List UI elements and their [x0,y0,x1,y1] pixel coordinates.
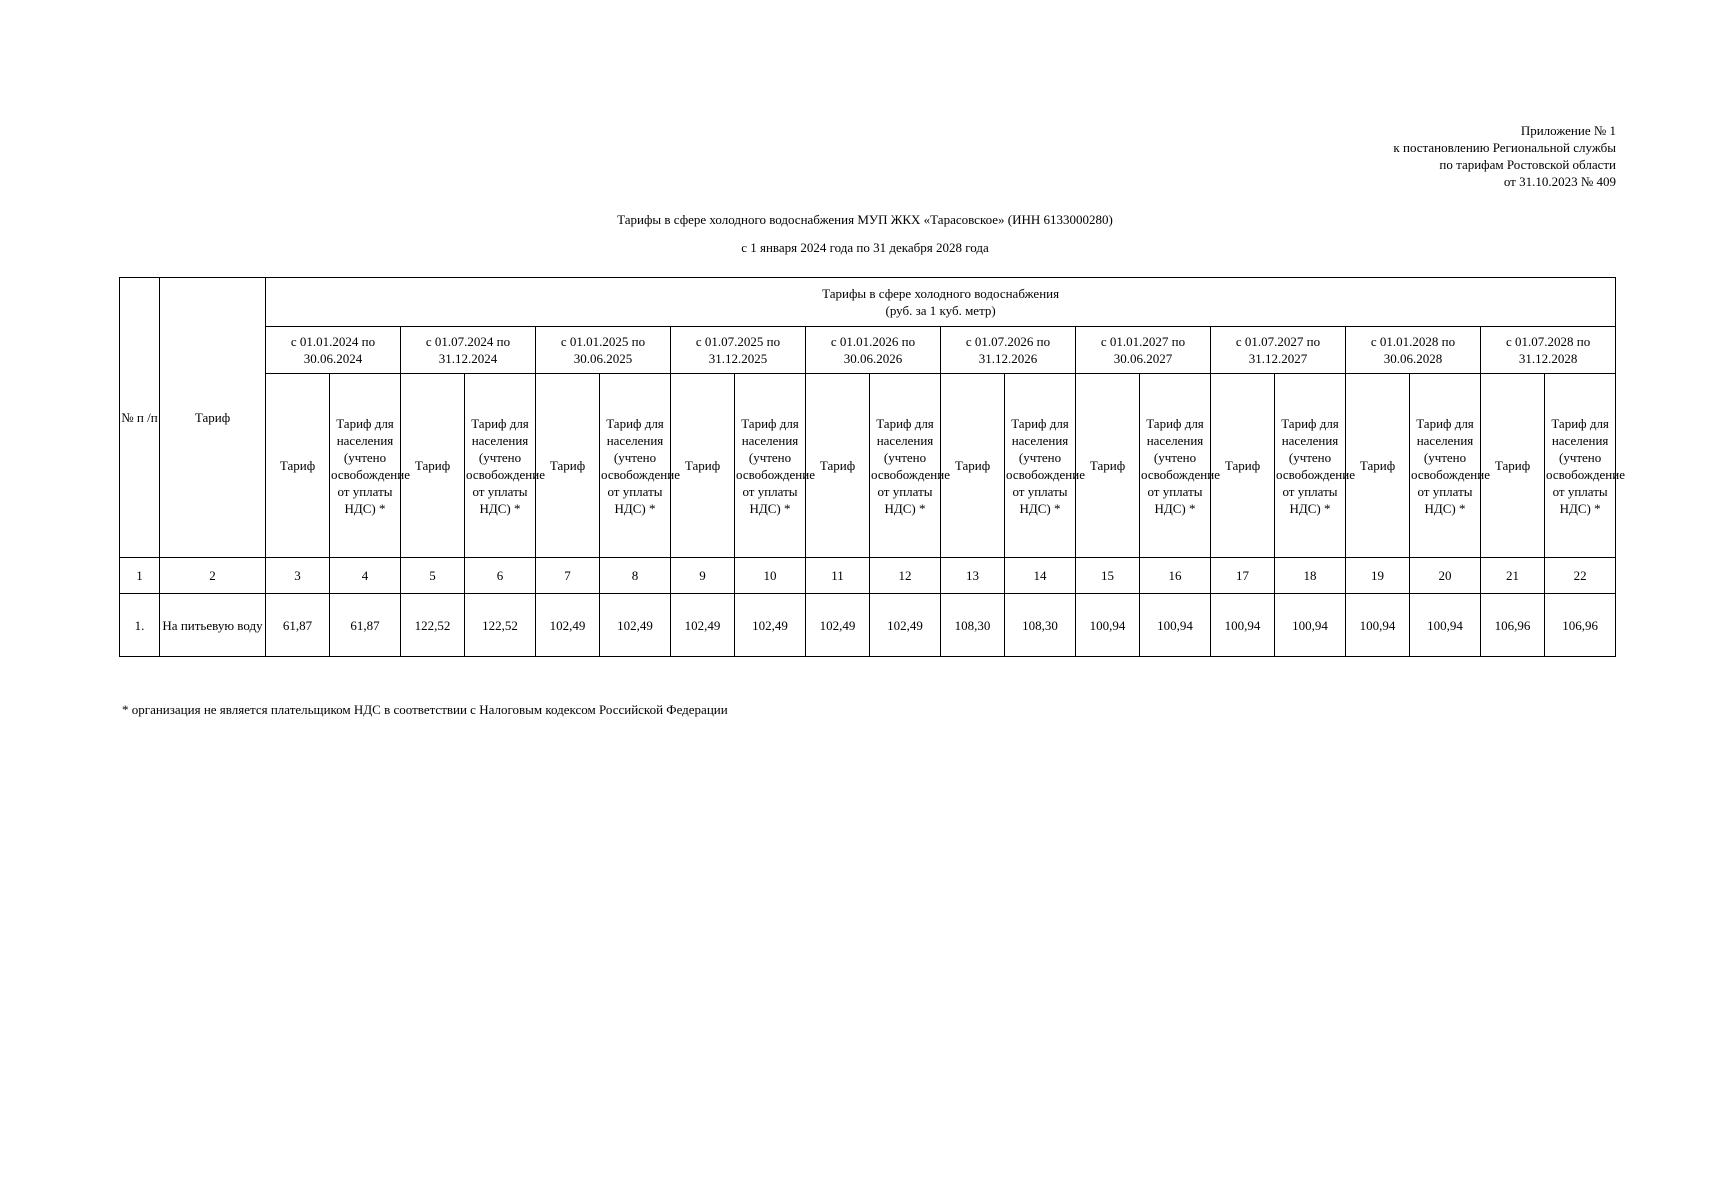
subheader-population-tariff: Тариф для населения (учтено освобождение от уплаты НДС) * [1005,374,1076,558]
subheader-tariff: Тариф [536,374,600,558]
column-numbers-row [120,558,1616,594]
column-number: 16 [1140,558,1211,594]
period-header: с 01.07.2024 по 31.12.2024 [401,327,536,374]
period-header: с 01.01.2026 по 30.06.2026 [806,327,941,374]
group-header-title: Тарифы в сфере холодного водоснабжения [822,286,1060,301]
table-row [120,594,1616,657]
appendix-block [1393,122,1616,190]
subheader-tariff: Тариф [941,374,1005,558]
column-number: 17 [1211,558,1275,594]
col-header-tariff: Тариф [160,278,266,558]
tariff-value: 122,52 [465,594,536,657]
period-header: с 01.01.2027 по 30.06.2027 [1076,327,1211,374]
header-row-periods [120,327,1616,374]
tariff-value: 102,49 [671,594,735,657]
subheader-tariff: Тариф [1481,374,1545,558]
tariff-value: 106,96 [1481,594,1545,657]
column-number: 8 [600,558,671,594]
appendix-line: по тарифам Ростовской области [1439,157,1616,172]
tariff-value: 100,94 [1275,594,1346,657]
subheader-tariff: Тариф [1346,374,1410,558]
appendix-line: Приложение № 1 [1520,123,1616,138]
tariff-value: 122,52 [401,594,465,657]
column-number: 9 [671,558,735,594]
row-name: На питьевую воду [160,594,266,657]
header-row-subcolumns [120,374,1616,558]
period-header: с 01.01.2024 по 30.06.2024 [266,327,401,374]
tariff-value: 102,49 [600,594,671,657]
tariff-table [119,277,1625,657]
subheader-tariff: Тариф [1076,374,1140,558]
subheader-population-tariff: Тариф для населения (учтено освобождение от уплаты НДС) * [1410,374,1481,558]
appendix-line: от 31.10.2023 № 409 [1503,174,1616,189]
subheader-tariff: Тариф [806,374,870,558]
tariff-value: 102,49 [735,594,806,657]
tariff-value: 100,94 [1140,594,1211,657]
tariff-value: 61,87 [266,594,330,657]
tariff-value: 106,96 [1545,594,1616,657]
column-number: 15 [1076,558,1140,594]
tariff-value: 100,94 [1076,594,1140,657]
appendix-line: к постановлению Региональной службы [1393,140,1616,155]
period-header: с 01.01.2028 по 30.06.2028 [1346,327,1481,374]
tariff-value: 102,49 [806,594,870,657]
period-header: с 01.07.2027 по 31.12.2027 [1211,327,1346,374]
column-number: 10 [735,558,806,594]
column-number: 22 [1545,558,1616,594]
document-period: с 1 января 2024 года по 31 декабря 2028 года [741,240,989,255]
column-number: 1 [120,558,160,594]
column-number: 12 [870,558,941,594]
column-number: 18 [1275,558,1346,594]
column-number: 21 [1481,558,1545,594]
period-header: с 01.01.2025 по 30.06.2025 [536,327,671,374]
row-number: 1. [120,594,160,657]
period-header: с 01.07.2026 по 31.12.2026 [941,327,1076,374]
group-header-unit: (руб. за 1 куб. метр) [885,303,996,318]
column-number: 4 [330,558,401,594]
period-header: с 01.07.2025 по 31.12.2025 [671,327,806,374]
subheader-tariff: Тариф [1211,374,1275,558]
tariff-value: 108,30 [1005,594,1076,657]
document-title: Тарифы в сфере холодного водоснабжения МУП ЖКХ «Тарасовское» (ИНН 6133000280) [617,212,1113,227]
group-header [266,278,1616,327]
column-number: 6 [465,558,536,594]
column-number: 13 [941,558,1005,594]
subheader-population-tariff: Тариф для населения (учтено освобождение от уплаты НДС) * [735,374,806,558]
tariff-value: 108,30 [941,594,1005,657]
tariff-value: 100,94 [1346,594,1410,657]
subheader-population-tariff: Тариф для населения (учтено освобождение от уплаты НДС) * [1140,374,1211,558]
header-row-group [120,278,1616,327]
column-number: 11 [806,558,870,594]
column-number: 5 [401,558,465,594]
subheader-tariff: Тариф [671,374,735,558]
column-number: 3 [266,558,330,594]
column-number: 20 [1410,558,1481,594]
tariff-value: 61,87 [330,594,401,657]
column-number: 2 [160,558,266,594]
tariff-value: 102,49 [536,594,600,657]
tariff-value: 100,94 [1410,594,1481,657]
col-header-number: № п /п [120,278,160,558]
column-number: 14 [1005,558,1076,594]
subheader-population-tariff: Тариф для населения (учтено освобождение от уплаты НДС) * [1275,374,1346,558]
subheader-population-tariff: Тариф для населения (учтено освобождение от уплаты НДС) * [465,374,536,558]
footnote: * организация не является плательщиком НДС в соответствии с Налоговым кодексом Российской Федерации [122,702,728,717]
period-header: с 01.07.2028 по 31.12.2028 [1481,327,1616,374]
tariff-value: 102,49 [870,594,941,657]
subheader-population-tariff: Тариф для населения (учтено освобождение от уплаты НДС) * [1545,374,1616,558]
subheader-population-tariff: Тариф для населения (учтено освобождение от уплаты НДС) * [330,374,401,558]
tariff-value: 100,94 [1211,594,1275,657]
column-number: 19 [1346,558,1410,594]
subheader-tariff: Тариф [266,374,330,558]
column-number: 7 [536,558,600,594]
subheader-population-tariff: Тариф для населения (учтено освобождение от уплаты НДС) * [870,374,941,558]
subheader-tariff: Тариф [401,374,465,558]
subheader-population-tariff: Тариф для населения (учтено освобождение от уплаты НДС) * [600,374,671,558]
